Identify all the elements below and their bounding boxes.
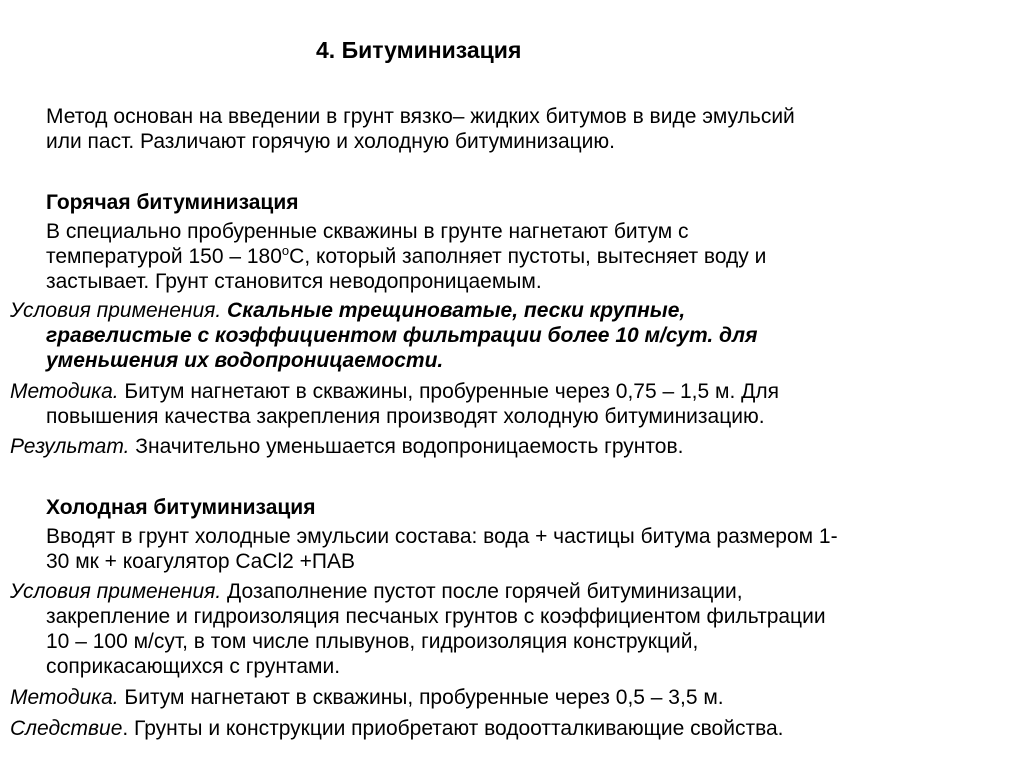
hot-desc-line-2 [46,244,766,269]
cold-description [46,524,838,574]
cold-consequence-text: . Грунты и конструкции приобретают водоотталкивающие свойства. [122,717,784,740]
cold-conditions [10,579,826,679]
hot-desc-line-2a: температурой 150 – 180 [46,245,282,268]
cold-method-text: Битум нагнетают в скважины, пробуренные через 0,5 – 3,5 м. [118,686,724,709]
cold-conditions-line-2: закрепление и гидроизоляция песчаных грунтов с коэффициентом фильтрации [46,605,826,628]
hot-conditions-text-1: Скальные трещиноватые, пески крупные, [221,299,686,322]
cold-method [10,685,724,710]
hot-conditions-line-2: гравелистые с коэффициентом фильтрации более 10 м/сут. для [46,324,758,347]
hot-conditions-line-3: уменьшения их водопроницаемости. [46,349,444,372]
cold-consequence [10,716,784,741]
hot-desc-line-2b: С, который заполняет пустоты, вытесняет воду и [289,245,767,268]
cold-conditions-line-4: соприкасающихся с грунтами. [46,655,341,678]
cold-consequence-line [10,716,784,741]
cold-method-line [10,685,724,710]
cold-conditions-text-1: Дозаполнение пустот после горячей битуминизации, [221,580,743,603]
cold-desc-line-1: Вводят в грунт холодные эмульсии состава: вода + частицы битума размером 1- [46,525,838,548]
cold-conditions-line-1 [10,579,826,604]
hot-method-label: Методика. [10,380,119,403]
hot-method-text-1: Битум нагнетают в скважины, пробуренные через 0,75 – 1,5 м. Для [118,380,779,403]
hot-conditions-line-1 [10,298,757,323]
hot-desc-line-3: застывает. Грунт становится неводопроницаемым. [46,270,542,293]
hot-method [10,379,779,429]
cold-heading: Холодная битуминизация [46,496,316,519]
intro-line-1: Метод основан на введении в грунт вязко– жидких битумов в виде эмульсий [46,105,795,128]
hot-result-label: Результат. [10,435,130,458]
hot-conditions [10,298,757,373]
cold-consequence-label: Следствие [10,717,123,740]
hot-result-line [10,434,683,459]
hot-result [10,434,683,459]
hot-desc-line-1: В специально пробуренные скважины в грунте нагнетают битум с [46,220,689,243]
hot-method-line-1 [10,379,779,404]
hot-description [46,219,766,294]
hot-method-line-2: повышения качества закрепления производят холодную битуминизацию. [46,405,765,428]
cold-desc-line-2: 30 мк + коагулятор CaCl2 +ПАВ [46,550,355,573]
hot-heading: Горячая битуминизация [46,191,299,214]
cold-conditions-line-3: 10 – 100 м/сут, в том числе плывунов, гидроизоляция конструкций, [46,630,699,653]
slide-title: 4. Битуминизация [316,37,522,63]
intro-line-2: или паст. Различают горячую и холодную битуминизацию. [46,130,615,153]
degree-superscript: о [281,243,290,258]
cold-conditions-label: Условия применения. [10,580,222,603]
hot-result-text: Значительно уменьшается водопроницаемость грунтов. [129,435,684,458]
cold-method-label: Методика. [10,686,119,709]
hot-conditions-label: Условия применения. [10,299,222,322]
intro-paragraph [46,104,795,154]
